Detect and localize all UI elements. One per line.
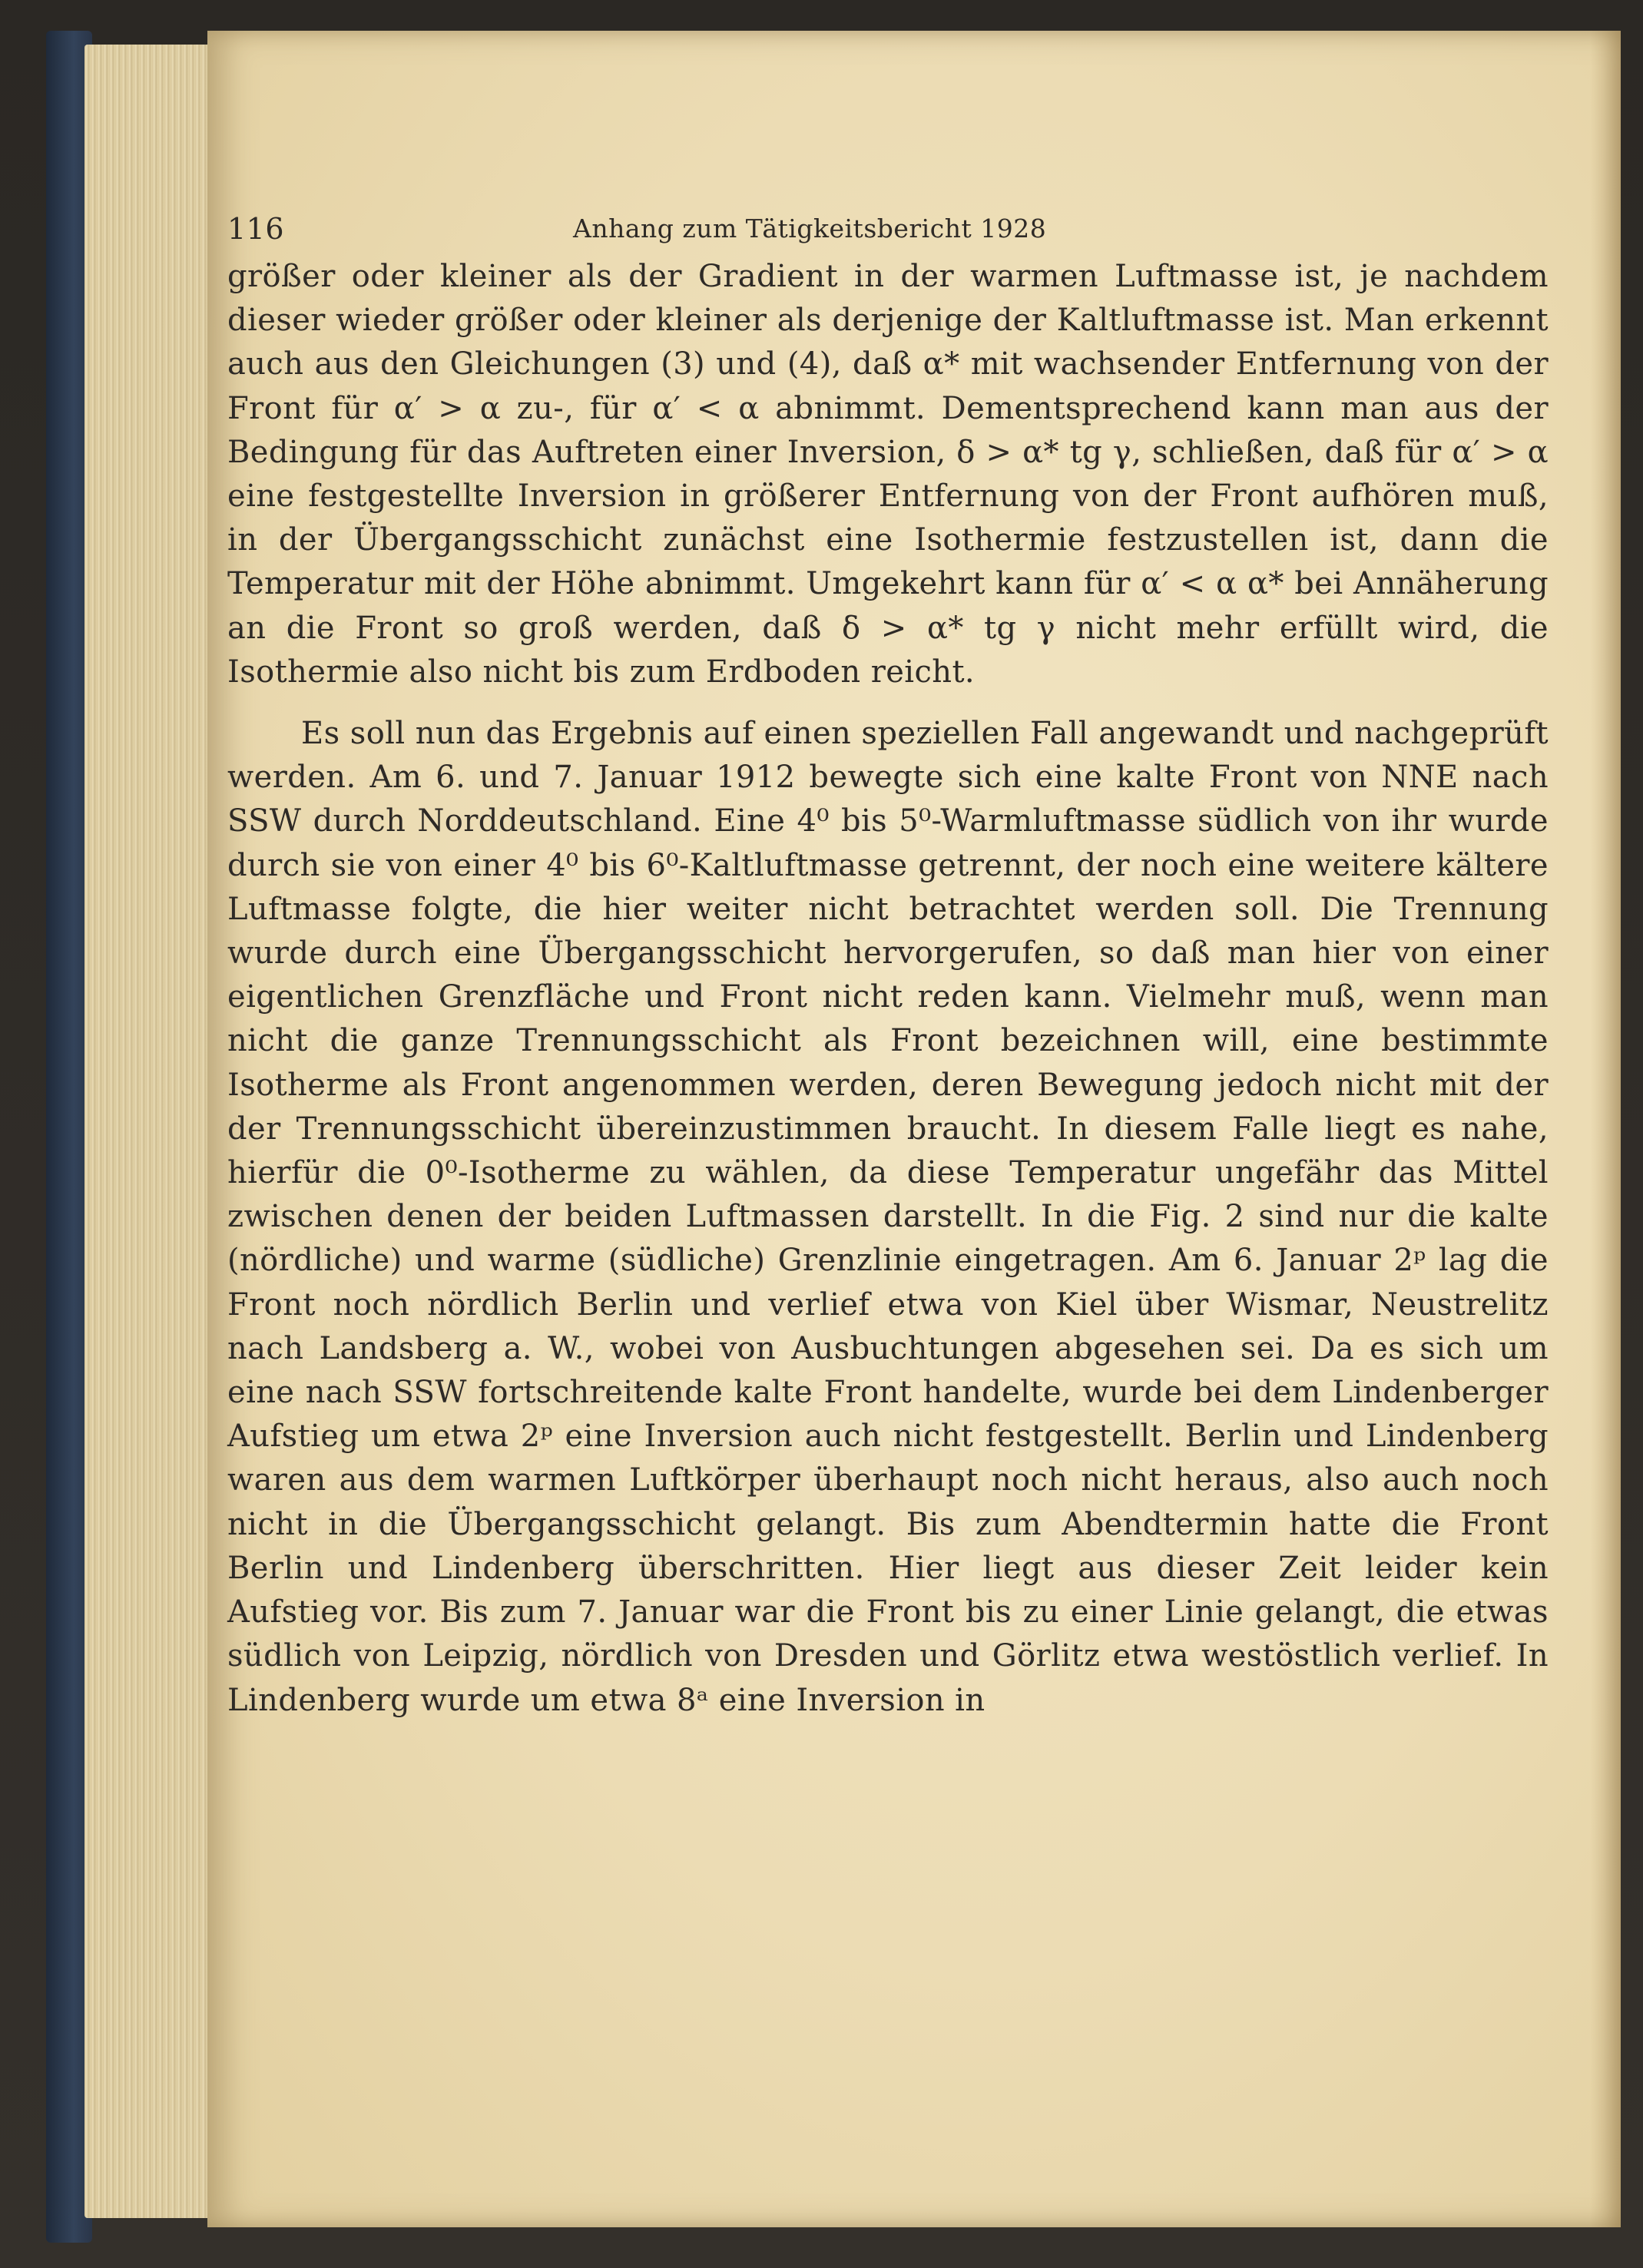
body-text [227,255,1549,1723]
page-edges [84,45,215,2218]
paragraph: größer oder kleiner als der Gradient in der warmen Luftmasse ist, je nachdem dieser wieder größer oder kleiner als derjenige der Kaltluftmasse ist. Man erkennt auch aus den Gleichungen (3) und (4), daß α* mit wachsender Entfernung von der Front für α′ > α zu-, für α′ < α abnimmt. Dementsprechend kann man aus der Bedingung für das Auftreten einer Inversion, δ > α* tg γ, schließen, daß für α′ > α eine festgestellte Inversion in größerer Entfernung von der Front aufhören muß, in der Übergangsschicht zunächst eine Isothermie festzustellen ist, dann die Temperatur mit der Höhe abnimmt. Umgekehrt kann für α′ < α α* bei Annäherung an die Front so groß werden, daß δ > α* tg γ nicht mehr erfüllt wird, die Isothermie also nicht bis zum Erdboden reicht. [227,259,1549,690]
page-shadow [1590,31,1621,2227]
page-number: 116 [227,212,285,246]
page-header [227,209,1549,255]
paragraph: Es soll nun das Ergebnis auf einen speziellen Fall angewandt und nachgeprüft werden. Am 6. und 7. Januar 1912 bewegte sich eine kalte Front von NNE nach SSW durch Norddeutschland. Eine 4⁰ bis 5⁰-Warmluftmasse südlich von ihr wurde durch sie von einer 4⁰ bis 6⁰-Kaltluftmasse getrennt, der noch eine weitere kältere Luftmasse folgte, die hier weiter nicht betrachtet werden soll. Die Trennung wurde durch eine Übergangsschicht hervorgerufen, so daß man hier von einer eigentlichen Grenzfläche und Front nicht reden kann. Vielmehr muß, wenn man nicht die ganze Trennungsschicht als Front bezeichnen will, eine bestimmte Isotherme als Front angenommen werden, deren Bewegung jedoch nicht mit der der Trennungsschicht übereinzustimmen braucht. In diesem Falle liegt es nahe, hierfür die 0⁰-Isotherme zu wählen, da diese Temperatur ungefähr das Mittel zwischen denen der beiden Luftmassen darstellt. In die Fig. 2 sind nur die kalte (nördliche) und warme (südliche) Grenzlinie eingetragen. Am 6. Januar 2ᵖ lag die Front noch nördlich Berlin und verlief etwa von Kiel über Wismar, Neustrelitz nach Landsberg a. W., wobei von Ausbuchtungen abgesehen sei. Da es sich um eine nach SSW fortschreitende kalte Front handelte, wurde bei dem Lindenberger Aufstieg um etwa 2ᵖ eine Inversion auch nicht festgestellt. Berlin und Lindenberg waren aus dem warmen Luftkörper überhaupt noch nicht heraus, also auch noch nicht in die Übergangsschicht gelangt. Bis zum Abendtermin hatte die Front Berlin und Lindenberg überschritten. Hier liegt aus dieser Zeit leider kein Aufstieg vor. Bis zum 7. Januar war die Front bis zu einer Linie gelangt, die etwas südlich von Leipzig, nördlich von Dresden und Görlitz etwa westöstlich verlief. In Lindenberg wurde um etwa 8ᵃ eine Inversion in [227,716,1549,1718]
running-head: Anhang zum Tätigkeitsbericht 1928 [573,214,1047,243]
page-content [227,209,1549,1723]
